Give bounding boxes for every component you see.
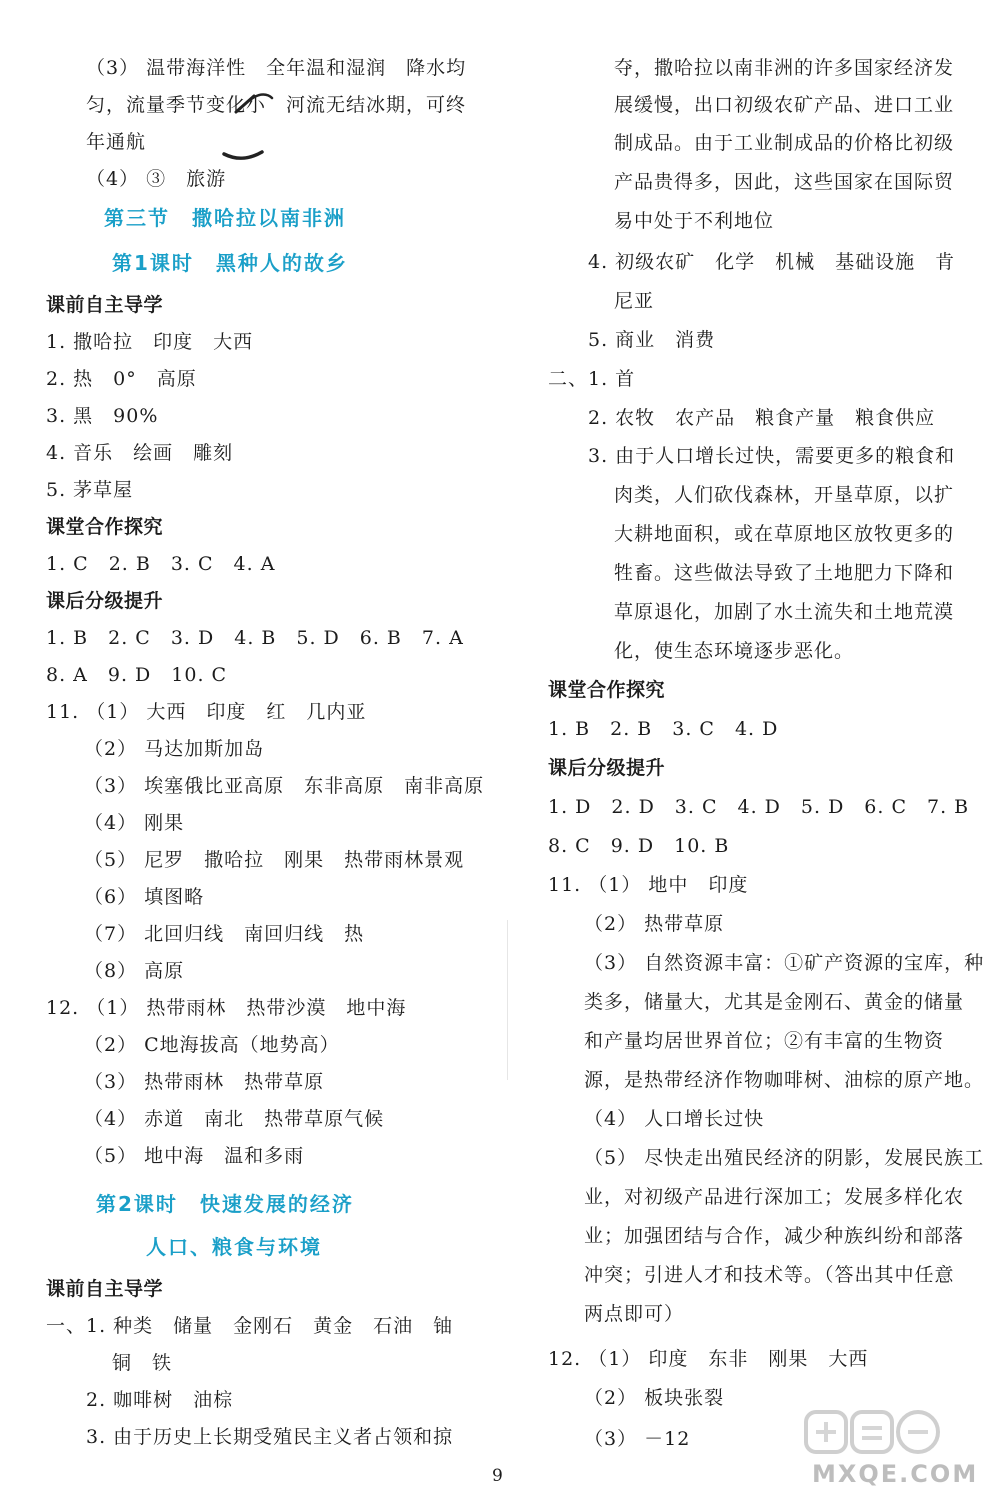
answer-line: 1. D 2. D 3. C 4. D 5. D 6. C 7. B bbox=[548, 796, 970, 818]
answer-line: 1. B 2. B 3. C 4. D bbox=[548, 718, 779, 740]
answer-line: （2） 热带草原 bbox=[584, 913, 725, 935]
answer-line: （3） 自然资源丰富：①矿产资源的宝库，种 bbox=[584, 952, 985, 974]
answer-line: 化，使生态环境逐步恶化。 bbox=[614, 640, 855, 662]
answer-line: （3） －12 bbox=[584, 1428, 691, 1450]
answer-line: 3. 由于人口增长过快，需要更多的粮食和 bbox=[588, 445, 956, 467]
answer-line: 11. （1） 地中 印度 bbox=[548, 874, 749, 896]
answer-line: （7） 北回归线 南回归线 热 bbox=[84, 923, 365, 945]
answer-line: 1. B 2. C 3. D 4. B 5. D 6. B 7. A bbox=[46, 627, 464, 649]
answer-line: （5） 地中海 温和多雨 bbox=[84, 1145, 305, 1167]
answer-line: 5. 商业 消费 bbox=[588, 329, 716, 351]
answer-line: 3. 由于历史上长期受殖民主义者占领和掠 bbox=[86, 1426, 454, 1448]
answer-line: （2） C地海拔高（地势高） bbox=[84, 1034, 340, 1056]
section-heading: 课后分级提升 bbox=[46, 590, 164, 612]
answer-line: 易中处于不利地位 bbox=[614, 210, 775, 232]
answer-line: （4） 赤道 南北 热带草原气候 bbox=[84, 1108, 385, 1130]
pen-scribble-mark bbox=[210, 80, 310, 170]
answer-line: （5） 尼罗 撒哈拉 刚果 热带雨林景观 bbox=[84, 849, 465, 871]
section-heading: 课后分级提升 bbox=[548, 757, 666, 779]
answer-line: 2. 热 0° 高原 bbox=[46, 368, 197, 390]
answer-line: 8. C 9. D 10. B bbox=[548, 835, 730, 857]
answer-line: 类多，储量大，尤其是金刚石、黄金的储量 bbox=[584, 991, 965, 1013]
lesson-title: 第1课时 黑种人的故乡 bbox=[112, 251, 348, 275]
answer-line: （3） 温带海洋性 全年温和湿润 降水均 bbox=[86, 57, 467, 79]
answer-line: （4） ③ 旅游 bbox=[86, 168, 227, 190]
answer-line: 二、1. 首 bbox=[548, 368, 636, 390]
answer-line: 展缓慢，出口初级农矿产品、进口工业 bbox=[614, 94, 955, 116]
answer-line: 业，对初级产品进行深加工；发展多样化农 bbox=[584, 1186, 965, 1208]
section-heading: 课堂合作探究 bbox=[46, 516, 164, 538]
answer-line: 一、1. 种类 储量 金刚石 黄金 石油 铀 bbox=[46, 1315, 454, 1337]
answer-line: 4. 初级农矿 化学 机械 基础设施 肯 bbox=[588, 251, 956, 273]
answer-line: 夺，撒哈拉以南非洲的许多国家经济发 bbox=[614, 57, 955, 79]
answer-line: 铜 铁 bbox=[112, 1352, 173, 1374]
answer-line: 3. 黑 90% bbox=[46, 405, 159, 427]
answer-line: 年通航 bbox=[86, 131, 147, 153]
answer-line: 业；加强团结与合作，减少种族纠纷和部落 bbox=[584, 1225, 965, 1247]
section-heading: 课前自主导学 bbox=[46, 294, 164, 316]
answer-line: （8） 高原 bbox=[84, 960, 185, 982]
answer-line: 12. （1） 印度 东非 刚果 大西 bbox=[548, 1348, 869, 1370]
answer-line: （4） 人口增长过快 bbox=[584, 1108, 765, 1130]
answer-line: （5） 尽快走出殖民经济的阴影，发展民族工 bbox=[584, 1147, 985, 1169]
answer-line: 2. 咖啡树 油棕 bbox=[86, 1389, 234, 1411]
answer-line: （4） 刚果 bbox=[84, 812, 185, 834]
section-heading: 课前自主导学 bbox=[46, 1278, 164, 1300]
answer-line: 和产量均居世界首位；②有丰富的生物资 bbox=[584, 1030, 945, 1052]
page-number: 9 bbox=[492, 1466, 503, 1486]
section-heading: 课堂合作探究 bbox=[548, 679, 666, 701]
answer-line: （2） 马达加斯加岛 bbox=[84, 738, 265, 760]
answer-line: 产品贵得多，因此，这些国家在国际贸 bbox=[614, 171, 955, 193]
answer-line: 两点即可） bbox=[584, 1303, 685, 1325]
lesson-title: 第2课时 快速发展的经济 bbox=[96, 1192, 354, 1216]
answer-line: 1. C 2. B 3. C 4. A bbox=[46, 553, 276, 575]
answer-line: 匀，流量季节变化小 河流无结冰期，可终 bbox=[86, 94, 467, 116]
answer-line: 牲畜。这些做法导致了土地肥力下降和 bbox=[614, 562, 955, 584]
answer-line: （6） 填图略 bbox=[84, 886, 205, 908]
lesson-title: 第三节 撒哈拉以南非洲 bbox=[104, 206, 346, 230]
answer-line: 8. A 9. D 10. C bbox=[46, 664, 228, 686]
answer-line: （2） 板块张裂 bbox=[584, 1387, 725, 1409]
answer-line: 大耕地面积，或在草原地区放牧更多的 bbox=[614, 523, 955, 545]
answer-line: （3） 埃塞俄比亚高原 东非高原 南非高原 bbox=[84, 775, 485, 797]
column-divider bbox=[507, 920, 508, 1080]
answer-line: 4. 音乐 绘画 雕刻 bbox=[46, 442, 234, 464]
watermark-text: MXQE.COM bbox=[812, 1460, 979, 1488]
answer-line: 尼亚 bbox=[614, 290, 655, 312]
lesson-title: 人口、粮食与环境 bbox=[146, 1235, 322, 1259]
answer-line: 1. 撒哈拉 印度 大西 bbox=[46, 331, 254, 353]
answer-line: 冲突；引进人才和技术等。（答出其中任意 bbox=[584, 1264, 955, 1286]
answer-line: 肉类，人们砍伐森林，开垦草原，以扩 bbox=[614, 484, 955, 506]
answer-line: 2. 农牧 农产品 粮食产量 粮食供应 bbox=[588, 407, 936, 429]
answer-line: 草原退化，加剧了水土流失和土地荒漠 bbox=[614, 601, 955, 623]
answer-line: 12. （1） 热带雨林 热带沙漠 地中海 bbox=[46, 997, 407, 1019]
answer-line: 5. 茅草屋 bbox=[46, 479, 134, 501]
answer-line: （3） 热带雨林 热带草原 bbox=[84, 1071, 325, 1093]
answer-line: 源，是热带经济作物咖啡树、油棕的原产地。 bbox=[584, 1069, 985, 1091]
answer-line: 11. （1） 大西 印度 红 几内亚 bbox=[46, 701, 367, 723]
answer-line: 制成品。由于工业制成品的价格比初级 bbox=[614, 132, 955, 154]
